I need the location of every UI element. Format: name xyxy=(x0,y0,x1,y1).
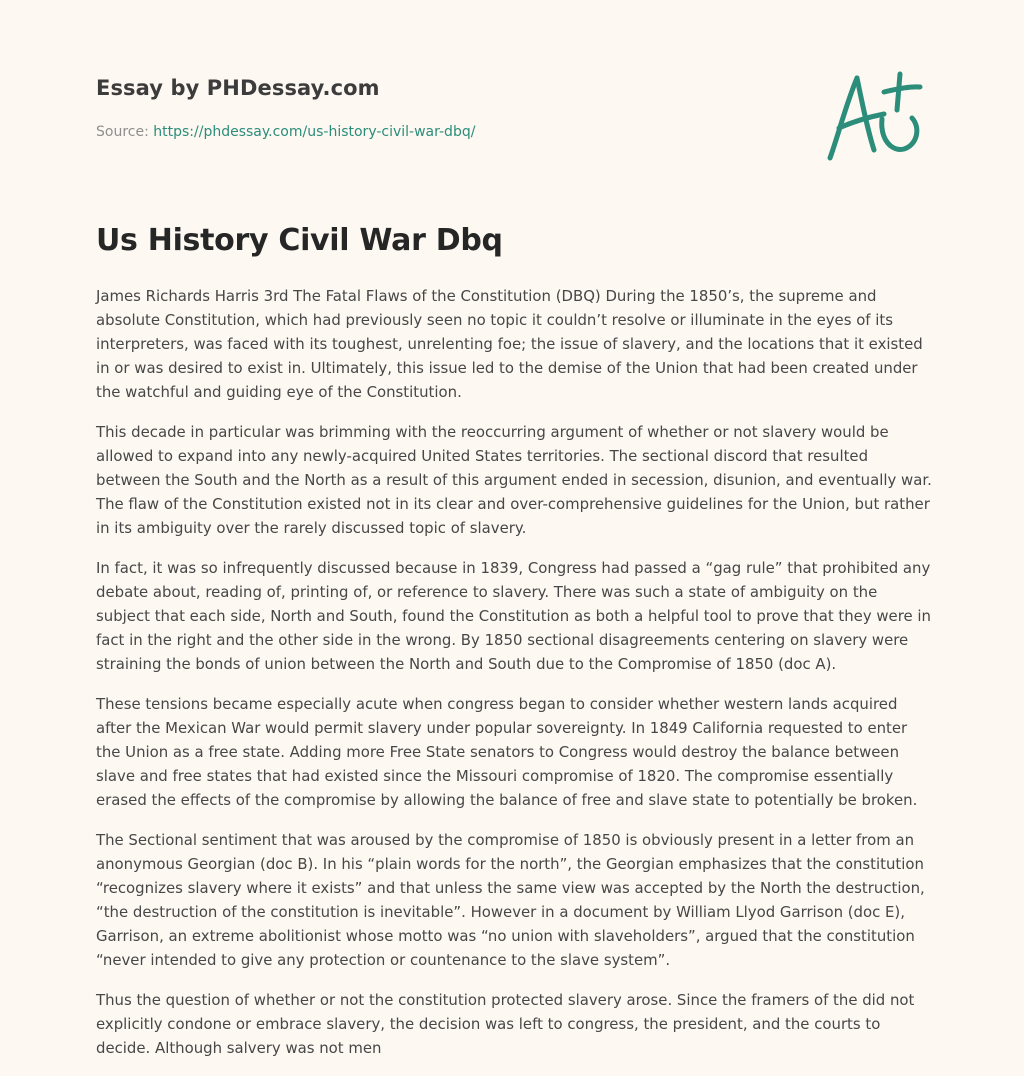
essay-title: Us History Civil War Dbq xyxy=(96,223,503,258)
source-line xyxy=(96,124,475,140)
essay-paragraph: Thus the question of whether or not the constitution protected slavery arose. Since the framers of the did not explicitly condone or embrace slavery, the decision was left to congress, the president, and the courts to decide. Although salvery was not men xyxy=(96,991,915,1057)
essay-paragraph: This decade in particular was brimming with the reoccurring argument of whether or not slavery would be allowed to expand into any newly-acquired United States territories. The sectional discord that resulted between the South and the North as a result of this argument ended in secession, disunion, and eventually war. The flaw of the Constitution existed not in its clear and over-comprehensive guidelines for the Union, but rather in its ambiguity over the rarely discussed topic of slavery. xyxy=(96,423,932,537)
essay-paragraph: James Richards Harris 3rd The Fatal Flaws of the Constitution (DBQ) During the 1850’s, the supreme and absolute Constitution, which had previously seen no topic it couldn’t resolve or illuminate in the eyes of its interpreters, was faced with its toughest, unrelenting foe; the issue of slavery, and the locations that it existed in or was desired to exist in. Ultimately, this issue led to the demise of the Union that had been created under the watchful and guiding eye of the Constitution. xyxy=(96,287,923,401)
essay-paragraph: The Sectional sentiment that was aroused by the compromise of 1850 is obviously present in a letter from an anonymous Georgian (doc B). In his “plain words for the north”, the Georgian emphasizes that the constitution “recognizes slavery where it exists” and that unless the same view was accepted by the North the destruction, “the destruction of the constitution is inevitable”. However in a document by William Llyod Garrison (doc E), Garrison, an extreme abolitionist whose motto was “no union with slaveholders”, argued that the constitution “never intended to give any protection or countenance to the slave system”. xyxy=(96,831,925,969)
essay-paragraph: These tensions became especially acute when congress began to consider whether western lands acquired after the Mexican War would permit slavery under popular sovereignty. In 1849 California requested to enter the Union as a free state. Adding more Free State senators to Congress would destroy the balance between slave and free states that had existed since the Missouri compromise of 1820. The compromise essentially erased the effects of the compromise by allowing the balance of free and slave state to potentially be broken. xyxy=(96,695,918,809)
essay-body xyxy=(96,284,932,1076)
site-brand: Essay by PHDessay.com xyxy=(96,76,380,100)
a-plus-logo-icon xyxy=(820,66,930,166)
essay-paragraph: In fact, it was so infrequently discussed because in 1839, Congress had passed a “gag rule” that prohibited any debate about, reading of, printing of, or reference to slavery. There was such a state of ambiguity on the subject that each side, North and South, found the Constitution as both a helpful tool to prove that they were in fact in the right and the other side in the wrong. By 1850 sectional disagreements centering on slavery were straining the bonds of union between the North and South due to the Compromise of 1850 (doc A). xyxy=(96,559,931,673)
source-link[interactable]: https://phdessay.com/us-history-civil-war-dbq/ xyxy=(153,124,476,140)
source-label: Source: xyxy=(96,124,154,140)
